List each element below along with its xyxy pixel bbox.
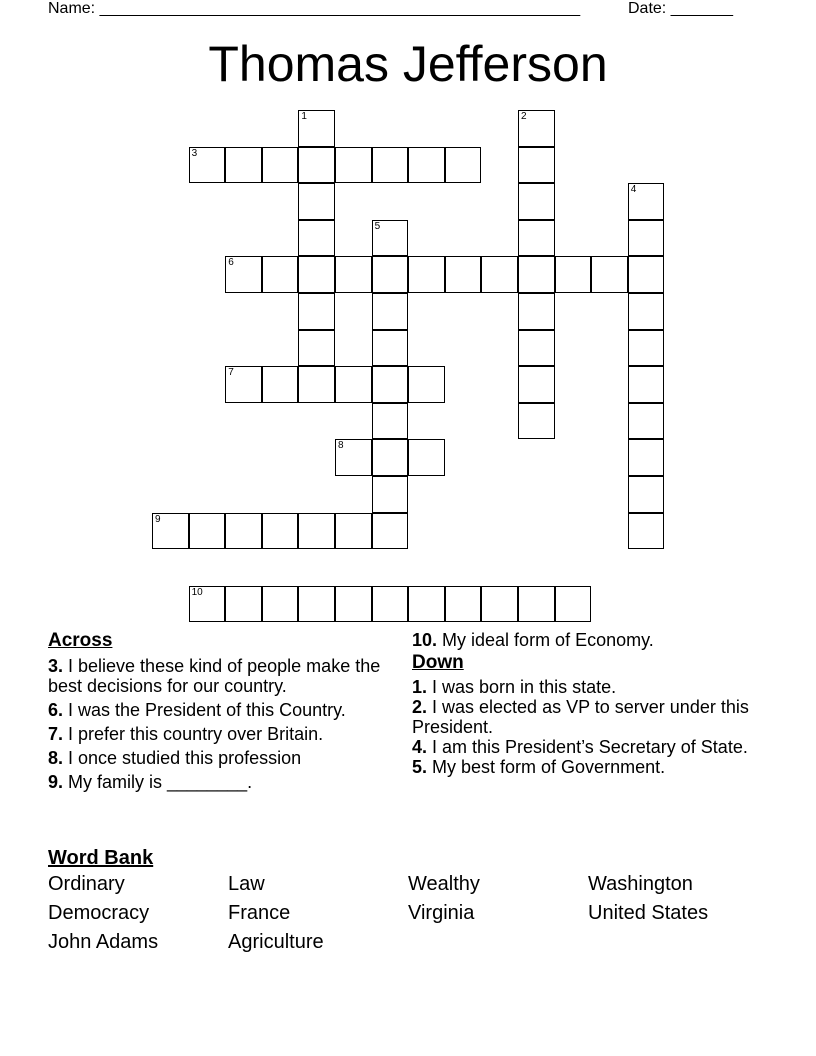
crossword-cell[interactable] (298, 220, 335, 257)
crossword-cell[interactable] (555, 586, 592, 623)
crossword-cell[interactable] (335, 586, 372, 623)
clue-number-label: 4. (412, 737, 428, 757)
crossword-cell[interactable] (518, 586, 555, 623)
clue-number: 6 (228, 257, 234, 269)
crossword-cell[interactable] (445, 256, 482, 293)
clue-number: 8 (338, 440, 344, 452)
crossword-cell[interactable] (372, 256, 409, 293)
clue-number-label: 2. (412, 697, 428, 717)
crossword-cell[interactable] (628, 366, 665, 403)
crossword-cell[interactable] (372, 330, 409, 367)
clue-number: 5 (374, 220, 381, 232)
across-clue (48, 724, 388, 744)
crossword-cell[interactable] (518, 110, 555, 147)
crossword-cell[interactable] (225, 256, 262, 293)
word-bank-item: Agriculture (228, 931, 324, 953)
page-title: Thomas Jefferson (208, 36, 608, 92)
crossword-cell[interactable] (298, 293, 335, 330)
across-clue (48, 748, 388, 768)
crossword-cell[interactable] (518, 403, 555, 440)
crossword-cell[interactable] (518, 330, 555, 367)
clue-number-label: 3. (48, 656, 64, 676)
clue-text: I was born in this state. (427, 677, 617, 697)
clue-number: 4 (630, 184, 637, 196)
across-clue (412, 630, 762, 650)
date-field-label: Date: _______ (628, 0, 733, 17)
word-bank-heading: Word Bank (48, 847, 154, 869)
crossword-cell[interactable] (628, 330, 665, 367)
crossword-cell[interactable] (335, 147, 372, 184)
clue-number-label: 1. (412, 677, 428, 697)
crossword-cell[interactable] (262, 366, 299, 403)
clue-text: I was the President of this Country. (63, 700, 346, 720)
crossword-cell[interactable] (372, 293, 409, 330)
crossword-cell[interactable] (518, 183, 555, 220)
crossword-cell[interactable] (372, 586, 409, 623)
clue-number: 3 (191, 147, 198, 159)
crossword-cell[interactable] (298, 110, 335, 147)
crossword-cell[interactable] (372, 476, 409, 513)
crossword-cell[interactable] (298, 183, 335, 220)
crossword-cell[interactable] (298, 256, 335, 293)
word-bank-item: United States (588, 902, 709, 924)
across-clue (48, 656, 388, 696)
crossword-cell[interactable] (518, 293, 555, 330)
clue-text: My family is ________. (63, 772, 253, 792)
clue-number-label: 8. (48, 748, 64, 768)
word-bank (48, 872, 768, 954)
clue-number: 1 (301, 111, 307, 122)
crossword-cell[interactable] (262, 147, 299, 184)
crossword-cell[interactable] (591, 256, 628, 293)
clue-text: I am this President’s Secretary of State. (427, 737, 748, 757)
clue-column-right (412, 630, 762, 777)
down-clue (412, 697, 762, 737)
crossword-cell[interactable] (298, 147, 335, 184)
clue-number: 7 (228, 367, 234, 379)
crossword-cell[interactable] (372, 220, 409, 257)
crossword-cell[interactable] (298, 513, 335, 550)
crossword-cell[interactable] (481, 256, 518, 293)
crossword-cell[interactable] (408, 366, 445, 403)
crossword-cell[interactable] (372, 366, 409, 403)
word-bank-item: John Adams (48, 931, 159, 953)
crossword-cell[interactable] (518, 366, 555, 403)
clue-number: 9 (155, 513, 161, 525)
name-field-label: Name: ______________________________________________________ (48, 0, 581, 17)
crossword-cell[interactable] (628, 476, 665, 513)
crossword-cell[interactable] (189, 586, 226, 623)
crossword-cell[interactable] (408, 586, 445, 623)
crossword-cell[interactable] (408, 256, 445, 293)
crossword-cell[interactable] (372, 403, 409, 440)
crossword-cell[interactable] (335, 366, 372, 403)
word-bank-item: Law (228, 873, 265, 895)
down-heading: Down (412, 652, 464, 673)
word-bank-item: France (228, 902, 291, 924)
clue-number: 2 (521, 111, 527, 122)
crossword-cell[interactable] (628, 256, 665, 293)
clue-number-label: 7. (48, 724, 64, 744)
clue-text: I believe these kind of people make the best decisions for our country. (48, 656, 381, 696)
word-bank-item: Democracy (48, 902, 150, 924)
crossword-cell[interactable] (225, 586, 262, 623)
crossword-cell[interactable] (518, 147, 555, 184)
word-bank-item: Virginia (408, 902, 475, 924)
clue-text: I once studied this profession (63, 748, 302, 768)
crossword-cell[interactable] (518, 256, 555, 293)
crossword-cell[interactable] (298, 366, 335, 403)
crossword-cell[interactable] (262, 256, 299, 293)
crossword-cell[interactable] (225, 513, 262, 550)
down-clue (412, 677, 762, 697)
crossword-cell[interactable] (225, 147, 262, 184)
across-clue (48, 700, 388, 720)
across-clue (48, 772, 388, 792)
clue-text: I prefer this country over Britain. (63, 724, 324, 744)
crossword-cell[interactable] (225, 366, 262, 403)
crossword-cell[interactable] (372, 439, 409, 476)
crossword-cell[interactable] (628, 183, 665, 220)
down-clue (412, 737, 762, 757)
down-clue (412, 757, 762, 777)
crossword-cell[interactable] (335, 439, 372, 476)
crossword-cell[interactable] (408, 439, 445, 476)
crossword-cell[interactable] (445, 147, 482, 184)
clue-number-label: 5. (412, 757, 428, 777)
clue-number-label: 9. (48, 772, 64, 792)
clue-number: 10 (191, 586, 203, 598)
crossword-cell[interactable] (628, 220, 665, 257)
crossword-cell[interactable] (372, 513, 409, 550)
clue-number-label: 10. (412, 630, 438, 650)
crossword-cell[interactable] (189, 147, 226, 184)
clue-number-label: 6. (48, 700, 64, 720)
crossword-cell[interactable] (408, 147, 445, 184)
clue-text: My best form of Government. (427, 757, 666, 777)
crossword-cell[interactable] (445, 586, 482, 623)
crossword-cell[interactable] (335, 513, 372, 550)
crossword-cell[interactable] (152, 513, 189, 550)
word-bank-item: Ordinary (48, 873, 125, 895)
across-heading: Across (48, 630, 113, 651)
crossword-cell[interactable] (298, 586, 335, 623)
crossword-cell[interactable] (518, 220, 555, 257)
crossword-cell[interactable] (628, 293, 665, 330)
crossword-cell[interactable] (189, 513, 226, 550)
across-clues (48, 630, 388, 792)
crossword-cell[interactable] (262, 586, 299, 623)
crossword-cell[interactable] (481, 586, 518, 623)
crossword-cell[interactable] (262, 513, 299, 550)
word-bank-item: Washington (588, 873, 693, 895)
crossword-cell[interactable] (335, 256, 372, 293)
crossword-cell[interactable] (298, 330, 335, 367)
crossword-cell[interactable] (628, 439, 665, 476)
crossword-cell[interactable] (372, 147, 409, 184)
crossword-cell[interactable] (555, 256, 592, 293)
clue-text: I was elected as VP to server under this President. (412, 697, 749, 737)
crossword-cell[interactable] (628, 403, 665, 440)
clue-text: My ideal form of Economy. (437, 630, 654, 650)
word-bank-item: Wealthy (408, 873, 480, 895)
crossword-cell[interactable] (628, 513, 665, 550)
